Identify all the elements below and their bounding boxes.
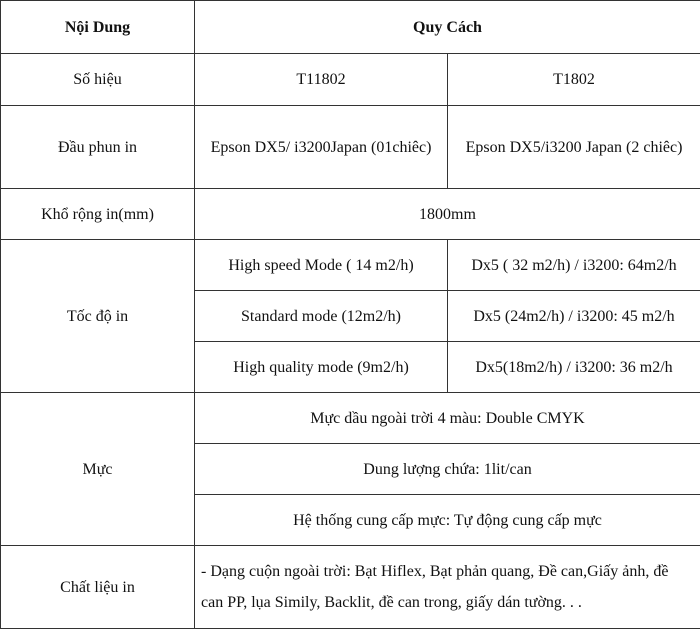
width-label: Khổ rộng in(mm) (1, 189, 195, 240)
printhead-value-2: Epson DX5/i3200 Japan (2 chiêc) (448, 106, 700, 189)
header-row (1, 1, 700, 54)
model-label: Số hiệu (1, 54, 195, 106)
ink-value: Dung lượng chứa: 1lit/can (195, 444, 700, 495)
material-value: - Dạng cuộn ngoài trời: Bạt Hiflex, Bạt phản quang, Đề can,Giấy ảnh, đề can PP, lụa Simily, Backlit, đề can trong, giấy dán tường. . . (201, 556, 694, 618)
ink-row (1, 393, 700, 444)
ink-value: Mực dầu ngoài trời 4 màu: Double CMYK (195, 393, 700, 444)
ink-label: Mực (1, 393, 195, 546)
model-row (1, 54, 700, 106)
speed-mode: High speed Mode ( 14 m2/h) (195, 240, 448, 291)
model-value-2: T1802 (448, 54, 700, 106)
material-label: Chất liệu in (1, 546, 195, 629)
header-spec: Quy Cách (195, 1, 700, 54)
speed-label: Tốc độ in (1, 240, 195, 393)
width-value: 1800mm (195, 189, 700, 240)
printhead-value-1: Epson DX5/ i3200Japan (01chiêc) (195, 106, 448, 189)
speed-value: Dx5 ( 32 m2/h) / i3200: 64m2/h (448, 240, 700, 291)
ink-value: Hệ thống cung cấp mực: Tự động cung cấp mực (195, 495, 700, 546)
model-value-1: T11802 (195, 54, 448, 106)
printhead-label: Đầu phun in (1, 106, 195, 189)
material-cell (195, 546, 700, 629)
header-content: Nội Dung (1, 1, 195, 54)
printhead-row (1, 106, 700, 189)
speed-value: Dx5(18m2/h) / i3200: 36 m2/h (448, 342, 700, 393)
speed-mode: High quality mode (9m2/h) (195, 342, 448, 393)
width-row (1, 189, 700, 240)
speed-value: Dx5 (24m2/h) / i3200: 45 m2/h (448, 291, 700, 342)
material-row (1, 546, 700, 629)
speed-row (1, 240, 700, 291)
speed-mode: Standard mode (12m2/h) (195, 291, 448, 342)
